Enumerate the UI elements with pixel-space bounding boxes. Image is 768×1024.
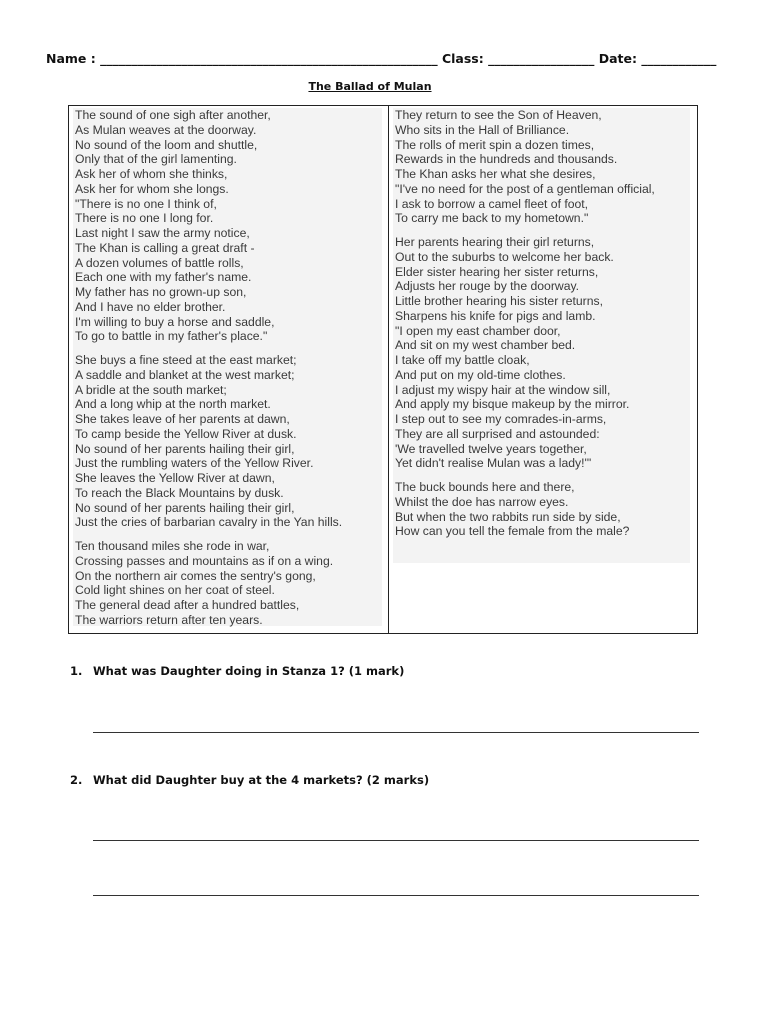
poem-line: I'm willing to buy a horse and saddle, (75, 314, 275, 329)
question-2 (70, 773, 429, 787)
poem-line: I take off my battle cloak, (395, 353, 530, 367)
poem-line: Her parents hearing their girl returns, (395, 235, 595, 249)
poem-line: Ask her of whom she thinks, (75, 167, 228, 181)
date-label: Date: (598, 51, 642, 66)
poem-line: Little brother hearing his sister returns, (395, 294, 603, 308)
poem-line: And put on my old-time clothes. (395, 367, 566, 382)
poem-line: Ask her for whom she longs. (75, 181, 229, 196)
stanza (75, 108, 382, 344)
poem-line: The Khan is calling a great draft - (75, 240, 255, 255)
poem-line: On the northern air comes the sentry's gong, (75, 568, 316, 583)
answer-line-q2a[interactable] (93, 840, 699, 841)
poem-line: Who sits in the Hall of Brilliance. (395, 122, 570, 137)
date-field[interactable]: ____________ (641, 51, 717, 66)
poem-line: To camp beside the Yellow River at dusk. (75, 426, 297, 441)
stanza (75, 353, 382, 530)
poem-line: No sound of the loom and shuttle, (75, 137, 258, 152)
poem-line: To carry me back to my hometown." (395, 211, 589, 226)
poem-line: They are all surprised and astounded: (395, 426, 600, 441)
poem-line: The warriors return after ten years. (75, 612, 263, 627)
poem-line: They return to see the Son of Heaven, (395, 108, 602, 122)
poem-title: The Ballad of Mulan (308, 80, 432, 93)
poem-line: No sound of her parents hailing their girl, (75, 500, 295, 515)
question-number: 2. (70, 773, 83, 787)
poem-line: There is no one I long for. (75, 211, 214, 226)
poem-line: Crossing passes and mountains as if on a wing. (75, 553, 334, 568)
poem-line: A dozen volumes of battle rolls, (75, 255, 244, 270)
poem-line: Rewards in the hundreds and thousands. (395, 152, 618, 167)
poem-line: The general dead after a hundred battles, (75, 598, 300, 612)
poem-line: And I have no elder brother. (75, 299, 226, 314)
poem-line: To go to battle in my father's place." (75, 329, 268, 344)
answer-line-q2b[interactable] (93, 895, 699, 896)
question-text: What did Daughter buy at the 4 markets? (2 marks) (93, 773, 430, 787)
stanza (395, 480, 690, 539)
poem-line: The buck bounds here and there, (395, 480, 575, 494)
poem-line: A saddle and blanket at the west market; (75, 367, 295, 382)
name-field[interactable]: ______________________________________________________ (100, 51, 438, 66)
poem-left-column (73, 108, 382, 626)
poem-line: The sound of one sigh after another, (75, 108, 271, 122)
poem-line: The Khan asks her what she desires, (395, 167, 596, 181)
poem-line: But when the two rabbits run side by side, (395, 509, 621, 524)
column-divider (388, 106, 389, 633)
poem-line: Yet didn't realise Mulan was a lady!'" (395, 456, 592, 471)
poem-line: "I open my east chamber door, (395, 323, 561, 338)
poem-line: Out to the suburbs to welcome her back. (395, 249, 614, 264)
poem-line: As Mulan weaves at the doorway. (75, 122, 257, 137)
poem-line: She buys a fine steed at the east market; (75, 353, 297, 367)
question-number: 1. (70, 664, 83, 678)
poem-line: "I've no need for the post of a gentleman official, (395, 181, 655, 196)
poem-line: I adjust my wispy hair at the window sill, (395, 382, 611, 397)
stanza (395, 108, 690, 226)
poem-line: Just the rumbling waters of the Yellow River. (75, 456, 314, 471)
poem-line: 'We travelled twelve years together, (395, 441, 587, 456)
poem-line: Ten thousand miles she rode in war, (75, 539, 270, 553)
poem-line: She takes leave of her parents at dawn, (75, 412, 290, 426)
poem-line: How can you tell the female from the male? (395, 524, 630, 539)
stanza (75, 539, 382, 628)
poem-line: And a long whip at the north market. (75, 397, 271, 412)
poem-line: Last night I saw the army notice, (75, 226, 250, 240)
poem-line: She leaves the Yellow River at dawn, (75, 471, 275, 485)
poem-line: To reach the Black Mountains by dusk. (75, 485, 284, 500)
poem-line: Whilst the doe has narrow eyes. (395, 494, 569, 509)
poem-line: And apply my bisque makeup by the mirror. (395, 397, 630, 412)
stanza (395, 235, 690, 471)
poem-line: Just the cries of barbarian cavalry in the Yan hills. (75, 515, 343, 530)
poem-line: And sit on my west chamber bed. (395, 338, 576, 353)
question-1 (70, 664, 404, 678)
poem-line: Elder sister hearing her sister returns, (395, 264, 599, 279)
poem-line: The rolls of merit spin a dozen times, (395, 137, 595, 152)
student-info-header (46, 51, 716, 66)
poem-line: "There is no one I think of, (75, 196, 217, 211)
class-label: Class: (441, 51, 489, 66)
poem-line: Sharpens his knife for pigs and lamb. (395, 308, 596, 323)
class-field[interactable]: _________________ (488, 51, 595, 66)
name-label: Name : (46, 51, 101, 66)
poem-line: I step out to see my comrades-in-arms, (395, 412, 607, 426)
poem-line: Adjusts her rouge by the doorway. (395, 279, 580, 294)
poem-line: Cold light shines on her coat of steel. (75, 583, 275, 598)
poem-line: A bridle at the south market; (75, 382, 227, 397)
poem-line: My father has no grown-up son, (75, 285, 247, 299)
poem-line: Each one with my father's name. (75, 270, 252, 285)
poem-right-column (393, 108, 690, 563)
answer-line-q1[interactable] (93, 732, 699, 733)
poem-line: Only that of the girl lamenting. (75, 152, 237, 167)
poem-table (68, 105, 698, 634)
poem-line: No sound of her parents hailing their girl, (75, 441, 295, 456)
poem-line: I ask to borrow a camel fleet of foot, (395, 196, 589, 211)
question-text: What was Daughter doing in Stanza 1? (1 mark) (93, 664, 405, 678)
